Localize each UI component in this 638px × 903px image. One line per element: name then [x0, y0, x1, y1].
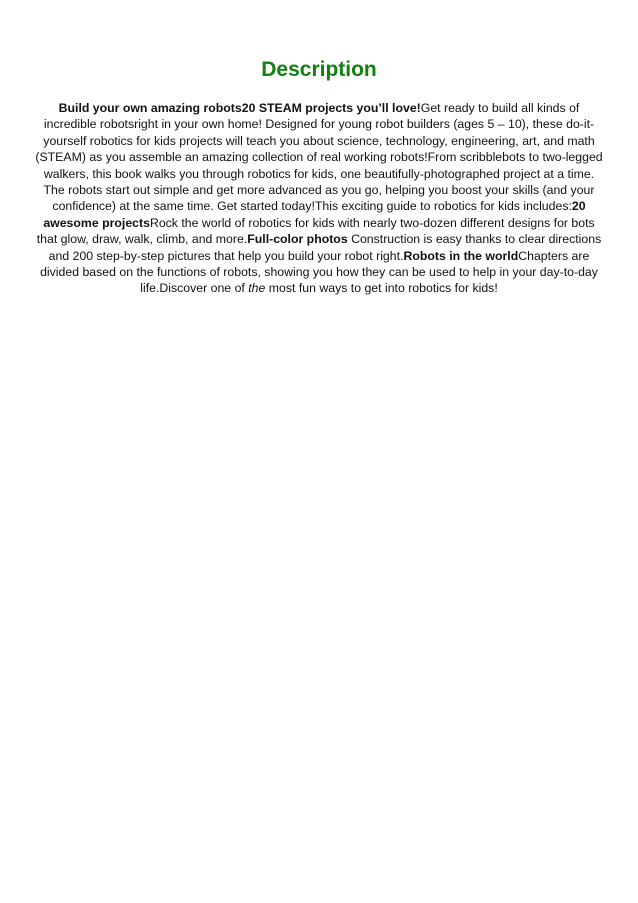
- intro-paragraph: Get ready to build all kinds of incredible robotsright in your own home! Designed for young robot builders (ages 5 – 10), these do-it-yourself robotics for kids projects will teach you about science, technology, engineering, art, and math (STEAM) as you assemble an amazing collection of real working robots!From scribblebots to two-legged walkers, this book walks you through robotics for kids, one beautifully-photographed project at a time. The robots start out simple and get more advanced as you go, helping you boost your skills (and your confidence) at the same time. Get started today!This exciting guide to robotics for kids includes:: [35, 101, 603, 214]
- emphasis-the: the: [248, 281, 266, 296]
- feature-projects-text: Rock the world of robotics for kids with nearly two-dozen different designs for bots that glow, draw, walk, climb, and more.: [36, 215, 595, 247]
- page-title: Description: [261, 58, 377, 81]
- headline-bold: Build your own amazing robots20 STEAM projects you’ll love!: [58, 101, 421, 115]
- closing-text: most fun ways to get into robotics for kids!: [265, 281, 498, 296]
- feature-world-heading: Robots in the world: [403, 248, 519, 263]
- description-body: [33, 100, 605, 297]
- feature-projects-heading: 20 awesome projects: [43, 199, 586, 230]
- feature-world-text: Chapters are divided based on the functions of robots, showing you how they can be used to help in your day-to-day life.Discover one of: [40, 248, 598, 296]
- feature-photos-text: Construction is easy thanks to clear directions and 200 step-by-step pictures that help you build your robot right.: [48, 232, 602, 263]
- feature-photos-heading: Full-color photos: [247, 232, 348, 247]
